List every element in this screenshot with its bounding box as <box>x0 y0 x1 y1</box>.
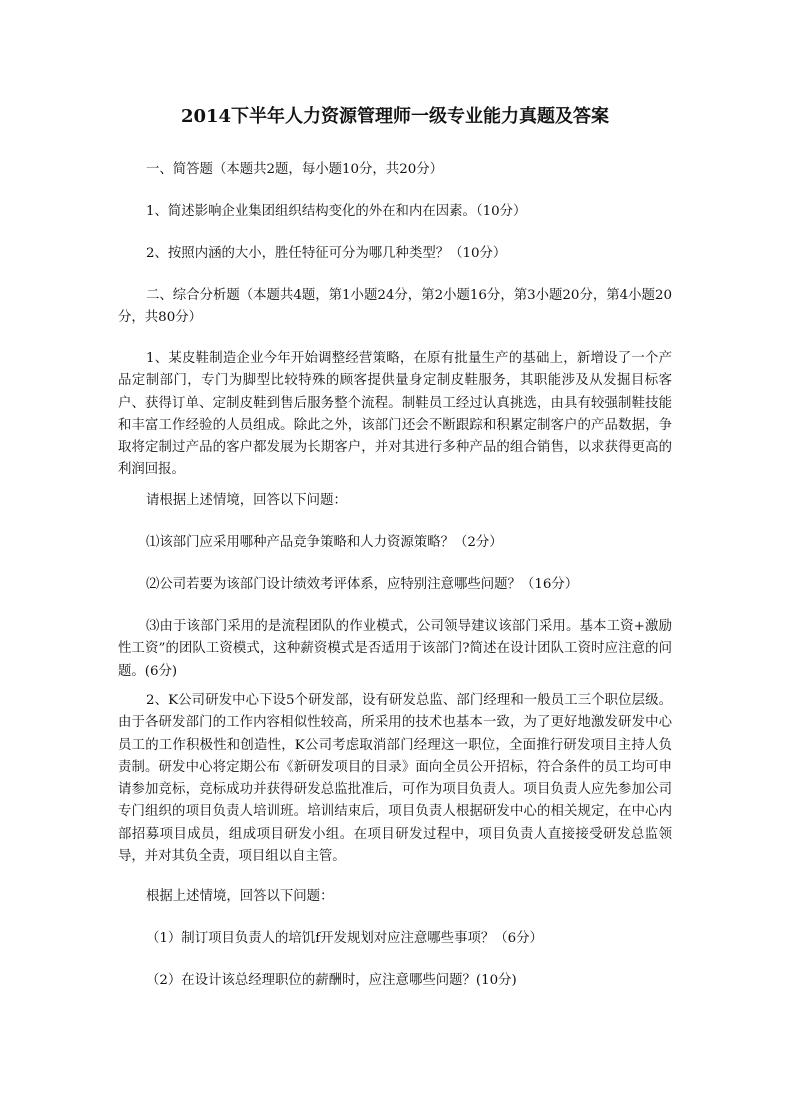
section-2-heading: 二、综合分析题（本题共4题，第1小题24分，第2小题16分，第3小题20分，第4小题20分，共80分） <box>118 288 672 326</box>
case-2-question-1: （1）制订项目负责人的培饥f开发规划对应注意哪些事项？（6分） <box>146 931 543 946</box>
case-2-question-2: （2）在设计该总经理职位的薪酬时，应注意哪些问题？(10分) <box>146 973 517 988</box>
case-1-question-2: ⑵公司若要为该部门设计绩效考评体系，应特别注意哪些问题？（16分） <box>146 577 579 592</box>
case-1-question-3: ⑶由于该部门采用的是流程团队的作业模式，公司领导建议该部门采用。基本工资+激励性工资”的团队工资模式，这种薪资模式是否适用于该部门?简述在设计团队工资时应注意的问题。(6分) <box>118 619 672 679</box>
case-1-question-1: ⑴该部门应采用哪种产品竞争策略和人力资源策略？（2分） <box>146 535 503 550</box>
question-1-1: 1、简述影响企业集团组织结构变化的外在和内在因素。（10分） <box>146 204 527 219</box>
question-1-2: 2、按照内涵的大小，胜任特征可分为哪几种类型？（10分） <box>146 246 507 261</box>
case-2-scenario: 2、K公司研发中心下设5个研发部，设有研发总监、部门经理和一般员工三个职位层级。由于各研发部门的工作内容相似性较高，所采用的技术也基本一致，为了更好地激发研发中心员工的工作积极性和创造性，K公司考虑取消部门经理这一职位，全面推行研发项目主持人负责制。研发中心将定期公布《新研发项目的目录》面向全员公开招标，符合条件的员工均可申请参加竞标，竞标成功并获得研发总监批准后，可作为项目负责人。项目负责人应先参加公司专门组织的项目负责人培训班。培训结束后，项目负责人根据研发中心的相关规定，在中心内部招募项目成员，组成项目研发小组。在项目研发过程中，项目负责人直接接受研发总监领导，并对其负全责，项目组以自主管。 <box>118 693 672 865</box>
case-2-prompt: 根据上述情境，回答以下问题： <box>146 889 334 904</box>
document-title: 2014下半年人力资源管理师一级专业能力真题及答案 <box>180 106 610 127</box>
case-1-scenario: 1、某皮鞋制造企业今年开始调整经营策略，在原有批量生产的基础上，新增设了一个产品定制部门，专门为脚型比较特殊的顾客提供量身定制皮鞋服务，其职能涉及从发掘目标客户、获得订单、定制皮鞋到售后服务整个流程。制鞋员工经过认真挑选，由具有较强制鞋技能和丰富工作经验的人员组成。除此之外，该部门还会不断跟踪和积累定制客户的产品数据，争取将定制过产品的客户都发展为长期客户，并对其进行多种产品的组合销售，以求获得更高的利润回报。 <box>118 351 672 478</box>
case-1-prompt: 请根据上述情境，回答以下问题： <box>146 493 347 508</box>
section-1-heading: 一、简答题（本题共2题，每小题10分，共20分） <box>146 162 444 177</box>
